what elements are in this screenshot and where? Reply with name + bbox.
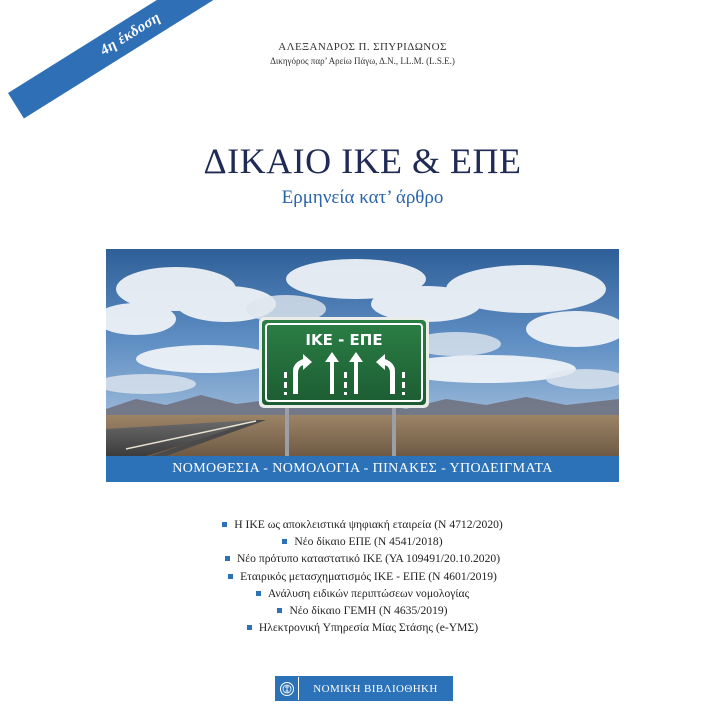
author-name: ΑΛΕΞΑΝΔΡΟΣ Π. ΣΠΥΡΙΔΩΝΟΣ — [278, 41, 447, 53]
edition-label: 4η έκδοση — [97, 9, 164, 59]
list-item-text: Νέο δίκαιο ΓΕΜΗ (Ν 4635/2019) — [289, 604, 448, 618]
list-item-text: Νέο πρότυπο καταστατικό ΙΚΕ (ΥΑ 109491/20.10.2020) — [236, 552, 501, 566]
list-item-text: Εταιρικός μετασχηματισμός ΙΚΕ - ΕΠΕ (Ν 4601/2019) — [240, 569, 497, 583]
list-item — [0, 533, 725, 550]
list-item-text: Ανάλυση ειδικών περιπτώσεων νομολογίας — [267, 586, 470, 600]
topics-band: ΝΟΜΟΘΕΣΙΑ - ΝΟΜΟΛΟΓΙΑ - ΠΙΝΑΚΕΣ - ΥΠΟΔΕΙΓΜΑΤΑ — [106, 456, 619, 482]
square-bullet-icon — [282, 539, 287, 544]
list-item-text: Ηλεκτρονική Υπηρεσία Μίας Στάσης (e-ΥΜΣ) — [258, 621, 479, 635]
list-item — [0, 585, 725, 602]
publisher-name: ΝΟΜΙΚΗ ΒΙΒΛΙΟΘΗΚΗ — [298, 677, 452, 700]
publisher-emblem-icon — [276, 677, 298, 700]
list-item — [0, 516, 725, 533]
square-bullet-icon — [277, 608, 282, 613]
author-credentials: Δικηγόρος παρ’ Αρείω Πάγω, Δ.Ν., LL.M. (L.S.E.) — [270, 56, 455, 66]
sign-text: ΙΚΕ - ΕΠΕ — [305, 331, 383, 349]
square-bullet-icon — [247, 625, 252, 630]
list-item — [0, 602, 725, 619]
square-bullet-icon — [225, 556, 230, 561]
list-item-text: Νέο δίκαιο ΕΠΕ (Ν 4541/2018) — [294, 535, 443, 549]
square-bullet-icon — [222, 522, 227, 527]
square-bullet-icon — [228, 574, 233, 579]
list-item — [0, 550, 725, 567]
square-bullet-icon — [256, 591, 261, 596]
edition-ribbon — [0, 0, 300, 140]
list-item — [0, 568, 725, 585]
list-item-text: Η ΙΚΕ ως αποκλειστικά ψηφιακή εταιρεία (Ν 4712/2020) — [234, 518, 503, 532]
list-item — [0, 619, 725, 636]
publisher-logo — [275, 676, 453, 701]
book-title: ΔΙΚΑΙΟ ΙΚΕ & ΕΠΕ — [203, 141, 522, 181]
cover-photo — [106, 249, 619, 456]
book-subtitle: Ερμηνεία κατ’ άρθρο — [281, 187, 444, 208]
feature-list — [0, 516, 725, 636]
